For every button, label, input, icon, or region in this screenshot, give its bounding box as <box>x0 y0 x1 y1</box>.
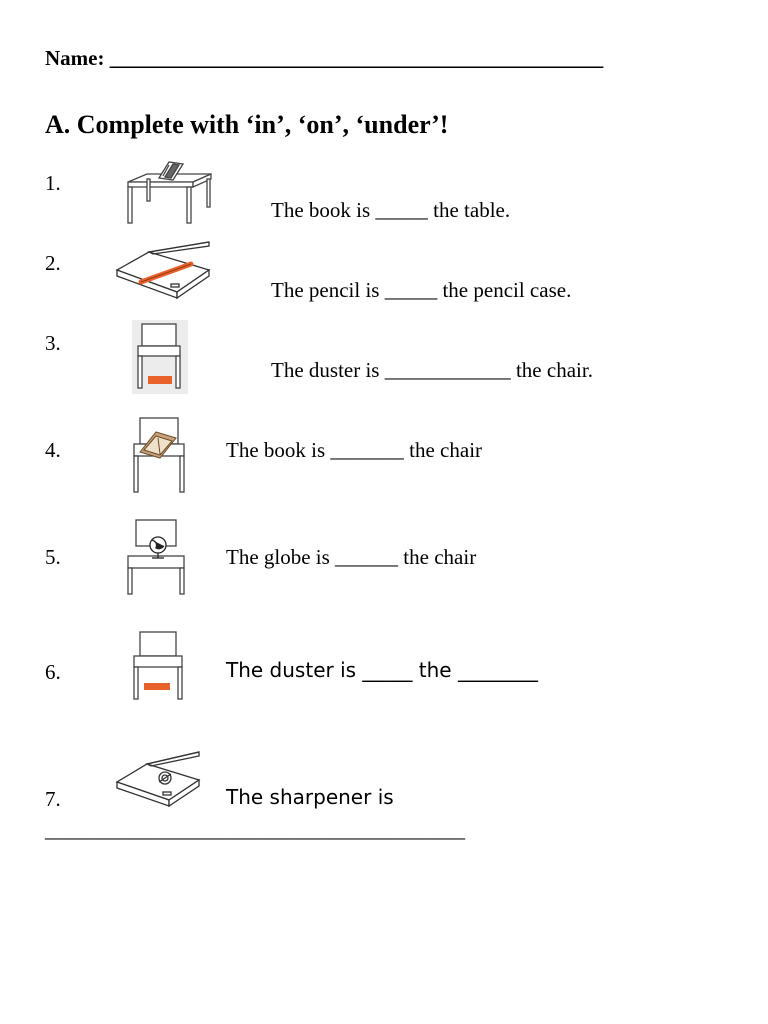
item-sentence-5: The globe is ______ the chair <box>226 545 477 569</box>
item-sentence-3: The duster is ____________ the chair. <box>271 358 593 382</box>
item-number-1: 1. <box>45 171 61 195</box>
item-sentence-6: The duster is _____ the ________ <box>226 658 538 682</box>
item-sentence-7: The sharpener is <box>226 785 394 809</box>
item-sentence-2: The pencil is _____ the pencil case. <box>271 278 572 302</box>
section-title: A. Complete with ‘in’, ‘on’, ‘under’! <box>45 110 449 139</box>
book-on-table-icon <box>125 160 215 226</box>
item-number-2: 2. <box>45 251 61 275</box>
item-sentence-1: The book is _____ the table. <box>271 198 511 222</box>
book-on-chair-icon <box>128 414 190 496</box>
pencil-in-pencil-case-icon <box>113 240 213 300</box>
item-number-4: 4. <box>45 438 61 462</box>
duster-under-chair-icon <box>132 320 188 394</box>
item-number-3: 3. <box>45 331 61 355</box>
globe-on-chair-icon <box>126 518 188 598</box>
sharpener-in-pencil-case-icon <box>113 750 203 808</box>
name-field-label: Name: _______________________________________________ <box>45 46 604 70</box>
item-answer-line-7: ________________________________________ <box>45 818 465 842</box>
duster-under-chair-icon <box>131 630 185 702</box>
item-number-5: 5. <box>45 545 61 569</box>
item-number-7: 7. <box>45 787 61 811</box>
item-sentence-4: The book is _______ the chair <box>226 438 483 462</box>
item-number-6: 6. <box>45 660 61 684</box>
